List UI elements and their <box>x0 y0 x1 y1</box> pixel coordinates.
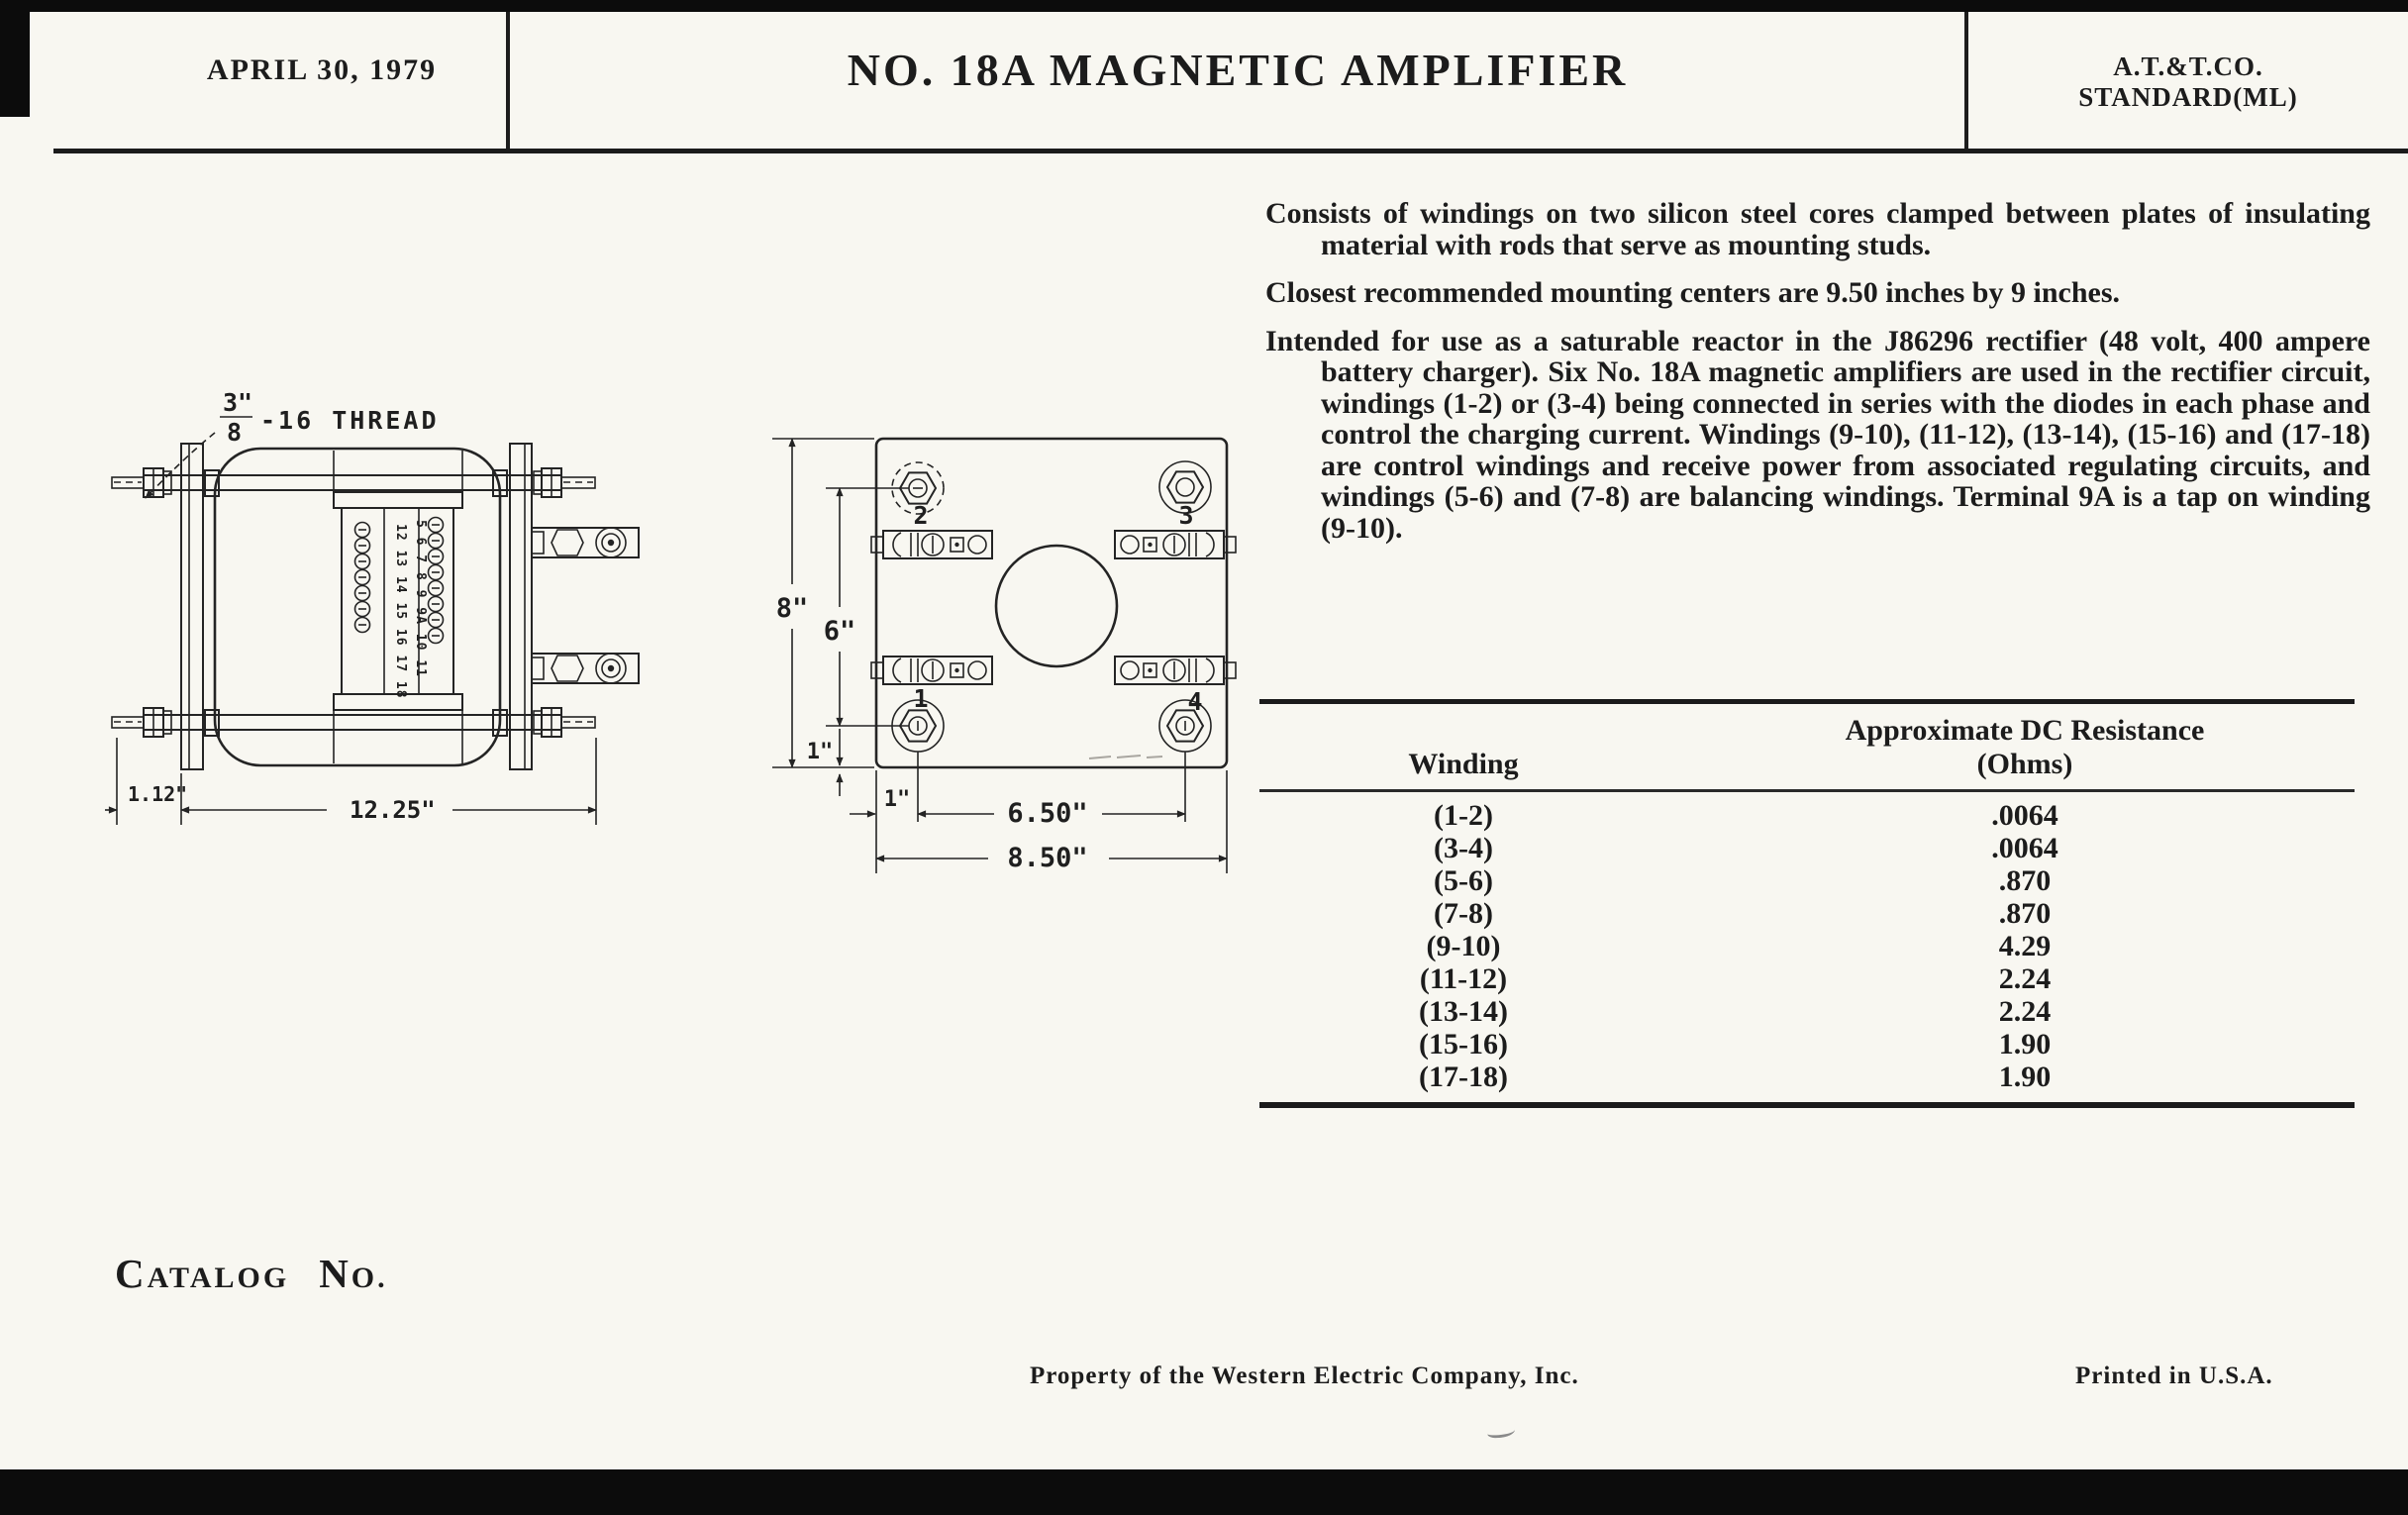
table-row: (15-16) 1.90 <box>1419 1028 2052 1060</box>
header-divider-left <box>506 12 510 151</box>
terminal-lug-lower <box>532 654 639 683</box>
terminal-numbers-right: 5 6 7 8 9 9A 10 11 <box>413 520 428 677</box>
table-row: (11-12) 2.24 <box>1419 962 2052 995</box>
side-view-dimensions <box>105 738 596 825</box>
dim-nut-span-vertical-label: 6" <box>823 616 856 647</box>
terminal-label-2: 2 <box>913 501 929 530</box>
description-column <box>1265 198 2370 544</box>
terminal-assembly-4 <box>1115 656 1236 716</box>
terminal-screws-right-column <box>429 518 444 644</box>
terminal-lug-upper <box>532 528 639 557</box>
table-row: (17-18) 1.90 <box>1419 1060 2052 1093</box>
header-divider-right <box>1964 12 1968 151</box>
paragraph-construction: Consists of windings on two silicon steel cores clamped between plates of insulating material with rods that serve as mounting studs. <box>1265 197 2370 261</box>
terminal-block <box>334 492 462 710</box>
terminal-screws-left-column <box>355 523 370 633</box>
org-standard-label <box>1975 51 2401 113</box>
scan-edge-bottom <box>0 1469 2408 1515</box>
dim-left-offset-horizontal-label: 1" <box>883 787 911 812</box>
terminal-label-3: 3 <box>1178 501 1194 530</box>
thread-fraction-numerator: 3" <box>223 388 253 417</box>
column-header-winding: Winding <box>1408 748 1519 780</box>
thread-spec-label: -16 THREAD <box>260 406 440 435</box>
front-view-horizontal-dimensions <box>850 752 1227 873</box>
terminal-label-4: 4 <box>1187 687 1203 716</box>
coil-body <box>215 449 500 765</box>
catalog-number-label: CATALOG NO. <box>115 1251 388 1296</box>
side-view-drawing <box>104 381 713 866</box>
table-row: (7-8) .870 <box>1434 897 2052 930</box>
thread-fraction-denominator: 8 <box>227 418 243 447</box>
dim-length-label: 12.25" <box>350 796 436 824</box>
table-row: (1-2) .0064 <box>1434 799 2058 832</box>
table-row: (3-4) .0064 <box>1434 832 2058 864</box>
mounting-plate <box>876 439 1227 767</box>
corner-nut-bottom-right <box>1159 700 1211 752</box>
left-end-plate <box>181 444 203 769</box>
terminal-numbers-left: 12 13 14 15 16 17 18 <box>393 524 408 699</box>
table-body <box>1259 792 2355 1102</box>
org-name: A.T.&T.CO. <box>2113 51 2263 81</box>
dim-width-label: 8.50" <box>1007 843 1088 873</box>
scan-edge-left-corner <box>0 0 30 117</box>
table-row: (13-14) 2.24 <box>1419 995 2052 1028</box>
org-standard: STANDARD(ML) <box>2078 82 2298 112</box>
scan-edge-top <box>0 0 2408 12</box>
table-row: (5-6) .870 <box>1434 864 2052 897</box>
column-header-resistance: Approximate DC Resistance (Ohms) <box>1845 714 2205 780</box>
bottom-mounting-rod <box>112 708 595 737</box>
front-view-vertical-dimensions <box>772 439 909 796</box>
faint-stamp-marks <box>1089 756 1162 758</box>
terminal-label-1: 1 <box>913 684 929 713</box>
printed-in-usa-label: Printed in U.S.A. <box>2075 1363 2273 1389</box>
right-end-plate <box>510 444 532 769</box>
table-row: (9-10) 4.29 <box>1426 930 2052 962</box>
dim-offset-label: 1.12" <box>128 782 188 806</box>
page-title: NO. 18A MAGNETIC AMPLIFIER <box>847 45 1629 95</box>
issue-date: APRIL 30, 1979 <box>206 53 438 86</box>
dim-nut-span-horizontal-label: 6.50" <box>1007 798 1088 829</box>
property-notice: Property of the Western Electric Company, Inc. <box>1030 1363 1579 1389</box>
resistance-table <box>1259 699 2355 1108</box>
terminal-assembly-3 <box>1115 501 1236 558</box>
table-header-row <box>1259 704 2355 789</box>
header-rule <box>53 149 2408 153</box>
paragraph-application: Intended for use as a saturable reactor in the J86296 rectifier (48 volt, 400 ampere battery charger). Six No. 18A magnetic amplifiers are used in the rectifier circuit, windings (1-2) or (3-4) being connected in series with the diodes in each phase and control the charging current. Windings (9-10), (11-12), (13-14), (15-16) and (17-18) are control windings and receive power from associated regulating circuits, and windings (5-6) and (7-8) are balancing windings. Terminal 9A is a tap on winding (9-10). <box>1265 324 2370 545</box>
dim-height-label: 8" <box>775 593 809 624</box>
center-hole <box>996 546 1117 666</box>
dim-bottom-offset-vertical-label: 1" <box>806 740 834 764</box>
table-rule-bottom <box>1259 1102 2355 1108</box>
front-view-drawing <box>762 426 1262 891</box>
paragraph-mounting: Closest recommended mounting centers are 9.50 inches by 9 inches. <box>1265 276 2120 309</box>
